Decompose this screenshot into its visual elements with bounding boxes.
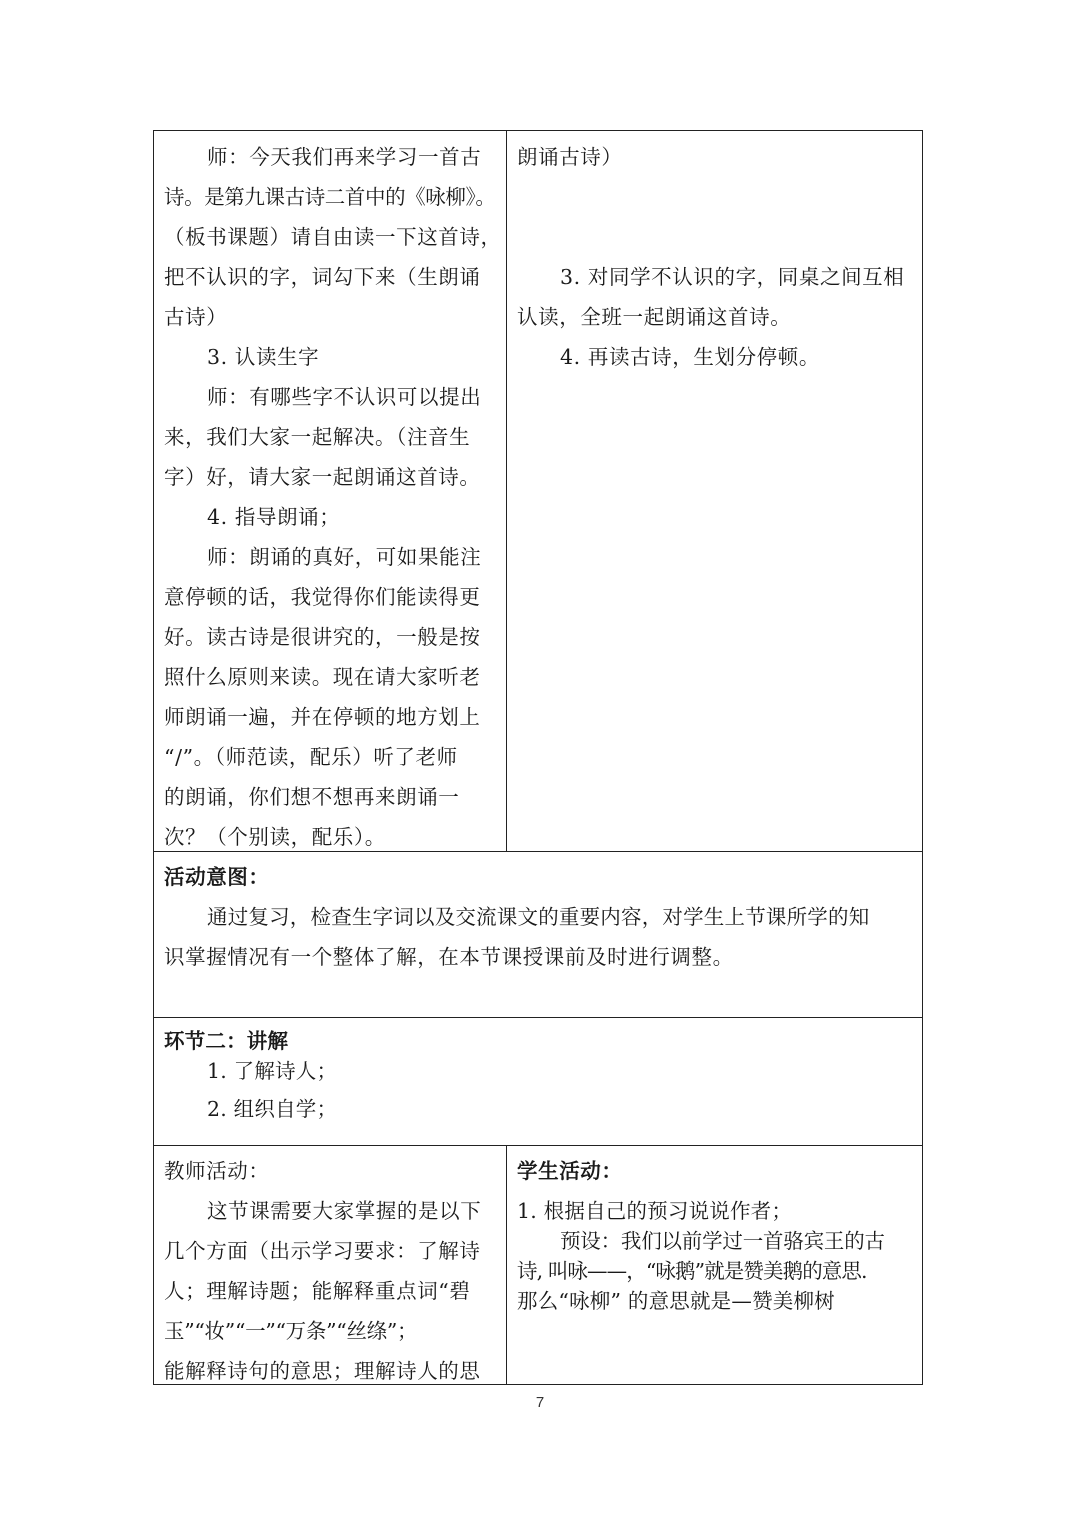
column-divider-top <box>506 131 507 851</box>
column-divider-bottom <box>506 1145 507 1384</box>
text-line: 朗诵古诗） <box>517 145 623 169</box>
row-divider-2 <box>154 1017 922 1018</box>
text-line: 字）好，请大家一起朗诵这首诗。 <box>164 465 481 489</box>
row-divider-3 <box>154 1145 922 1146</box>
text-line: 3. 认读生字 <box>207 345 320 369</box>
text-line: 的朗诵，你们想不想再来朗诵一 <box>164 785 460 809</box>
text-line: 玉”“妆”“一”“万条”“丝绦”； <box>164 1319 418 1343</box>
text-line: 意停顿的话，我觉得你们能读得更 <box>164 585 481 609</box>
text-line: 那么“咏柳” 的意思就是—赞美柳树 <box>517 1289 835 1313</box>
text-line: 诗。是第九课古诗二首中的《咏柳》。 <box>164 185 496 209</box>
text-line: 几个方面（出示学习要求：了解诗 <box>164 1239 481 1263</box>
text-line: （板书课题）请自由读一下这首诗， <box>164 225 502 249</box>
text-line: 识掌握情况有一个整体了解，在本节课授课前及时进行调整。 <box>164 945 734 969</box>
text-line: 1. 根据自己的预习说说作者； <box>517 1199 793 1223</box>
text-line: 预设：我们以前学过一首骆宾王的古 <box>560 1229 885 1253</box>
list-item: 1. 了解诗人； <box>207 1059 338 1083</box>
text-line: 通过复习，检查生字词以及交流课文的重要内容，对学生上节课所学的知 <box>207 905 870 929</box>
lesson-plan-table <box>153 130 923 1385</box>
text-line: 照什么原则来读。现在请大家听老 <box>164 665 481 689</box>
text-line: 师：有哪些字不认识可以提出 <box>207 385 482 409</box>
text-line: 把不认识的字，词勾下来（生朗诵 <box>164 265 481 289</box>
text-line: 师朗诵一遍，并在停顿的地方划上 <box>164 705 481 729</box>
text-line: 好。读古诗是很讲究的，一般是按 <box>164 625 481 649</box>
student-activity-heading: 学生活动： <box>517 1159 623 1183</box>
text-line: 师：朗诵的真好，可如果能注 <box>207 545 482 569</box>
stage-two-heading: 环节二：讲解 <box>164 1029 289 1053</box>
text-line: 人；理解诗题；能解释重点词“碧 <box>164 1279 471 1303</box>
activity-intent-heading: 活动意图： <box>164 865 270 889</box>
text-line: 来，我们大家一起解决。（注音生 <box>164 425 471 449</box>
text-line: “/”。（师范读，配乐）听了老师 <box>164 745 458 769</box>
text-line: 这节课需要大家掌握的是以下 <box>207 1199 482 1223</box>
list-item: 2. 组织自学； <box>207 1097 338 1121</box>
text-line: 4. 指导朗诵； <box>207 505 341 529</box>
text-line: 师：今天我们再来学习一首古 <box>207 145 482 169</box>
text-line: 诗, 叫咏——，“咏鹅”就是赞美鹅的意思. <box>517 1259 867 1283</box>
text-line: 认读，全班一起朗诵这首诗。 <box>517 305 792 329</box>
text-line: 4. 再读古诗，生划分停顿。 <box>560 345 820 369</box>
page-number: 7 <box>535 1394 545 1411</box>
text-line: 古诗） <box>164 305 228 329</box>
text-line: 次？（个别读，配乐）。 <box>164 825 386 849</box>
teacher-activity-heading: 教师活动： <box>164 1159 270 1183</box>
text-line: 能解释诗句的意思；理解诗人的思 <box>164 1359 481 1383</box>
text-line: 3. 对同学不认识的字，同桌之间互相 <box>560 265 905 289</box>
